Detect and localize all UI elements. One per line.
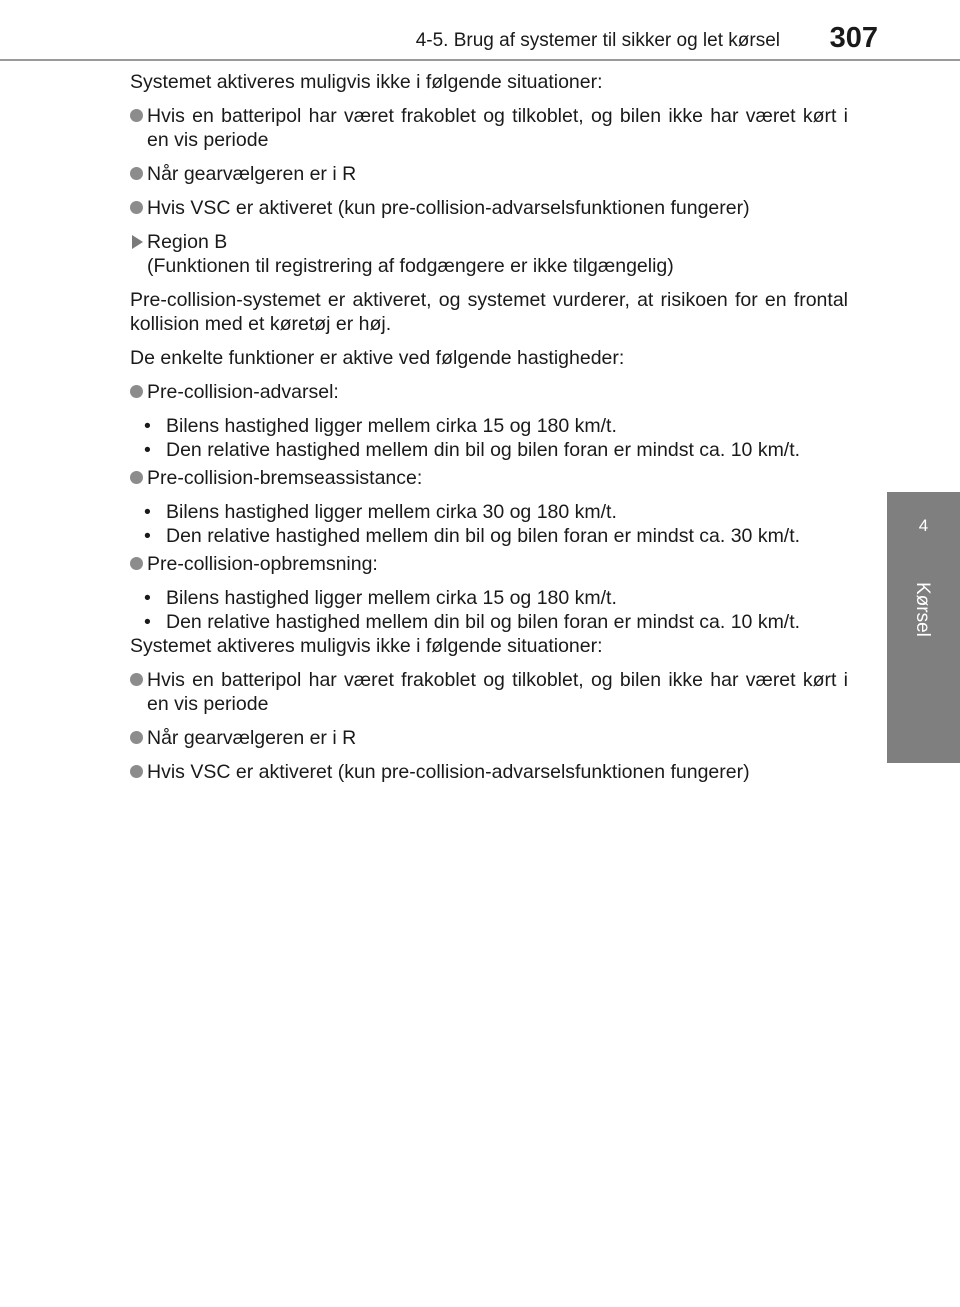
bullet-dot-icon <box>130 557 143 570</box>
list-item-text: Hvis en batteripol har været frakoblet og tilkoblet, og bilen ikke har været kørt i en vis periode <box>147 669 848 715</box>
sub-list-item <box>130 586 848 610</box>
sub-list-item-text: Bilens hastighed ligger mellem cirka 15 og 180 km/t. <box>166 415 617 437</box>
sub-list-item-text: Den relative hastighed mellem din bil og bilen foran er mindst ca. 10 km/t. <box>166 611 801 633</box>
list-item-text: Hvis en batteripol har været frakoblet og tilkoblet, og bilen ikke har været kørt i en vis periode <box>147 105 848 151</box>
body-paragraph: Pre-collision-systemet er aktiveret, og systemet vurderer, at risikoen for en frontal kollision med et køretøj er høj. <box>130 289 848 335</box>
list-item <box>130 552 848 576</box>
chapter-title: 4-5. Brug af systemer til sikker og let kørsel <box>415 30 780 51</box>
sub-list-item <box>130 524 848 548</box>
list-item <box>130 668 848 716</box>
bullet-dot-icon <box>130 109 143 122</box>
intro-paragraph: Systemet aktiveres muligvis ikke i følgende situationer: <box>130 635 603 657</box>
region-title: Region B <box>147 231 228 253</box>
list-item-text: Pre-collision-opbremsning: <box>147 553 378 575</box>
list-item <box>130 760 848 784</box>
page-header <box>0 0 960 60</box>
sub-bullet-mark: • <box>144 501 151 523</box>
list-item <box>130 466 848 490</box>
page-number: 307 <box>829 22 878 54</box>
bullet-dot-icon <box>130 385 143 398</box>
intro-paragraph: Systemet aktiveres muligvis ikke i følgende situationer: <box>130 71 603 93</box>
chapter-tab-label: Kørsel <box>912 582 933 637</box>
list-item-text: Hvis VSC er aktiveret (kun pre-collision-advarselsfunktionen fungerer) <box>147 197 750 219</box>
arrow-right-icon <box>132 235 143 249</box>
list-item-text: Når gearvælgeren er i R <box>147 163 357 185</box>
bullet-dot-icon <box>130 673 143 686</box>
sub-bullet-mark: • <box>144 587 151 609</box>
sub-list-item <box>130 438 848 462</box>
sub-list-item <box>130 500 848 524</box>
sub-bullet-mark: • <box>144 439 151 461</box>
sub-list-item-text: Bilens hastighed ligger mellem cirka 15 og 180 km/t. <box>166 587 617 609</box>
sub-list-item-text: Den relative hastighed mellem din bil og bilen foran er mindst ca. 10 km/t. <box>166 439 801 461</box>
header-divider <box>0 59 960 61</box>
list-item <box>130 196 848 220</box>
sub-list-item <box>130 414 848 438</box>
list-item-text: Pre-collision-advarsel: <box>147 381 339 403</box>
sub-bullet-mark: • <box>144 611 151 633</box>
sub-list <box>130 494 848 548</box>
list-item-text: Når gearvælgeren er i R <box>147 727 357 749</box>
list-item <box>130 162 848 186</box>
sub-list-item-text: Bilens hastighed ligger mellem cirka 30 og 180 km/t. <box>166 501 617 523</box>
bullet-dot-icon <box>130 731 143 744</box>
list-item <box>130 104 848 152</box>
region-heading <box>130 230 848 278</box>
bullet-dot-icon <box>130 167 143 180</box>
body-paragraph: De enkelte funktioner er aktive ved følgende hastigheder: <box>130 347 625 369</box>
list-item <box>130 380 848 404</box>
sub-bullet-mark: • <box>144 415 151 437</box>
bullet-dot-icon <box>130 471 143 484</box>
list-item <box>130 726 848 750</box>
bullet-dot-icon <box>130 765 143 778</box>
chapter-side-tab <box>887 492 960 763</box>
sub-list <box>130 408 848 462</box>
list-item-text: Pre-collision-bremseassistance: <box>147 467 423 489</box>
page-content <box>130 70 848 794</box>
region-note: (Funktionen til registrering af fodgængere er ikke tilgængelig) <box>147 255 674 277</box>
sub-list <box>130 580 848 634</box>
list-item-text: Hvis VSC er aktiveret (kun pre-collision-advarselsfunktionen fungerer) <box>147 761 750 783</box>
bullet-dot-icon <box>130 201 143 214</box>
chapter-tab-number: 4 <box>918 516 929 535</box>
sub-list-item-text: Den relative hastighed mellem din bil og bilen foran er mindst ca. 30 km/t. <box>166 525 801 547</box>
sub-list-item <box>130 610 848 634</box>
sub-bullet-mark: • <box>144 525 151 547</box>
